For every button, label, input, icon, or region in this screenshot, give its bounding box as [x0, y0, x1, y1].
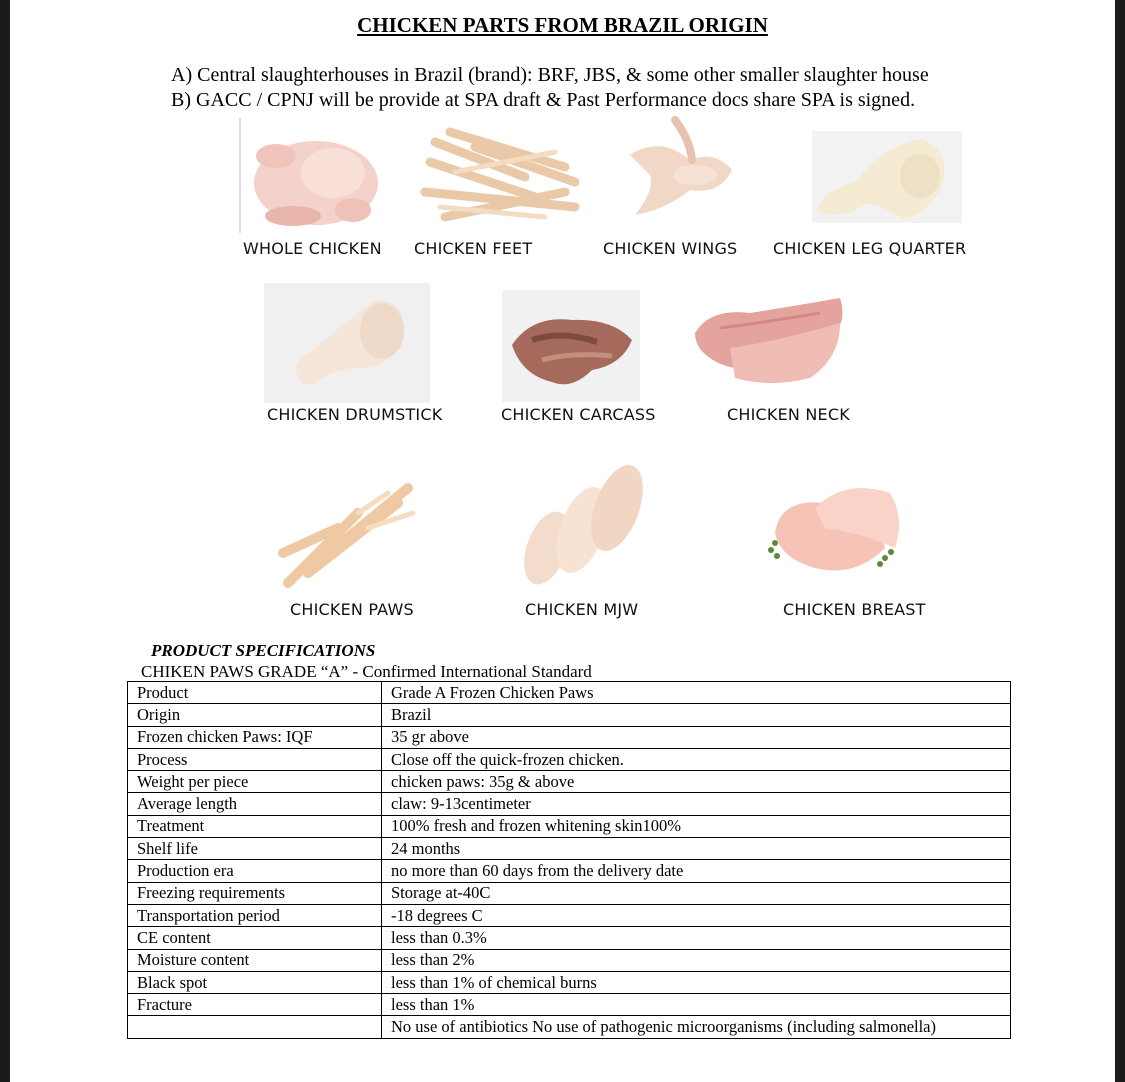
table-row: [128, 793, 1011, 815]
table-row: [128, 682, 1011, 704]
spec-value: Close off the quick-frozen chicken.: [382, 748, 1011, 770]
caption-chicken-carcass: CHICKEN CARCASS: [501, 405, 656, 424]
caption-whole-chicken: WHOLE CHICKEN: [243, 239, 382, 258]
spec-value: claw: 9-13centimeter: [382, 793, 1011, 815]
spec-value: no more than 60 days from the delivery date: [382, 860, 1011, 882]
spec-value: less than 0.3%: [382, 927, 1011, 949]
spec-key: Origin: [128, 704, 382, 726]
intro-line-b: B) GACC / CPNJ will be provide at SPA draft & Past Performance docs share SPA is signed.: [171, 89, 916, 111]
caption-chicken-feet: CHICKEN FEET: [414, 239, 533, 258]
caption-chicken-breast: CHICKEN BREAST: [783, 600, 926, 619]
spec-key: Product: [128, 682, 382, 704]
spec-table: [127, 681, 1011, 1039]
table-row: [128, 971, 1011, 993]
spec-key: Shelf life: [128, 838, 382, 860]
chicken-carcass-image: [502, 290, 640, 402]
table-row: [128, 771, 1011, 793]
spec-key: Moisture content: [128, 949, 382, 971]
spec-key: Process: [128, 748, 382, 770]
spec-key: Transportation period: [128, 904, 382, 926]
spec-key: Production era: [128, 860, 382, 882]
spec-key: Weight per piece: [128, 771, 382, 793]
spec-key: [128, 1016, 382, 1038]
spec-key: Frozen chicken Paws: IQF: [128, 726, 382, 748]
chicken-neck-image: [690, 293, 850, 393]
whole-chicken-image: [238, 118, 383, 233]
chicken-mjw-image: [512, 458, 647, 593]
caption-chicken-mjw: CHICKEN MJW: [525, 600, 639, 619]
spec-value: Storage at-40C: [382, 882, 1011, 904]
intro-line-a: A) Central slaughterhouses in Brazil (brand): BRF, JBS, & some other smaller slaughter house: [171, 64, 929, 86]
table-row: [128, 1016, 1011, 1038]
caption-chicken-wings: CHICKEN WINGS: [603, 239, 738, 258]
spec-key: Black spot: [128, 971, 382, 993]
table-row: [128, 726, 1011, 748]
spec-value: Grade A Frozen Chicken Paws: [382, 682, 1011, 704]
chicken-wings-image: [620, 115, 745, 225]
chicken-paws-image: [268, 473, 418, 598]
table-row: [128, 748, 1011, 770]
table-row: [128, 860, 1011, 882]
caption-chicken-leg-quarter: CHICKEN LEG QUARTER: [773, 239, 967, 258]
table-row: [128, 949, 1011, 971]
chicken-feet-image: [415, 122, 585, 227]
table-row: [128, 927, 1011, 949]
chicken-drumstick-image: [264, 283, 430, 403]
spec-key: Treatment: [128, 815, 382, 837]
spec-subheading: CHIKEN PAWS GRADE “A” - Confirmed International Standard: [141, 662, 592, 681]
table-row: [128, 815, 1011, 837]
spec-value: -18 degrees C: [382, 904, 1011, 926]
chicken-leg-quarter-image: [812, 131, 962, 223]
spec-value: 35 gr above: [382, 726, 1011, 748]
table-row: [128, 994, 1011, 1016]
spec-key: Fracture: [128, 994, 382, 1016]
table-row: [128, 904, 1011, 926]
document-title: CHICKEN PARTS FROM BRAZIL ORIGIN: [357, 13, 768, 37]
spec-value: No use of antibiotics No use of pathogenic microorganisms (including salmonella): [382, 1016, 1011, 1038]
table-row: [128, 838, 1011, 860]
spec-value: chicken paws: 35g & above: [382, 771, 1011, 793]
spec-value: less than 1%: [382, 994, 1011, 1016]
spec-value: Brazil: [382, 704, 1011, 726]
table-row: [128, 882, 1011, 904]
spec-heading: PRODUCT SPECIFICATIONS: [151, 641, 376, 660]
spec-key: CE content: [128, 927, 382, 949]
spec-key: Freezing requirements: [128, 882, 382, 904]
chicken-breast-image: [765, 478, 905, 578]
caption-chicken-paws: CHICKEN PAWS: [290, 600, 414, 619]
spec-value: 100% fresh and frozen whitening skin100%: [382, 815, 1011, 837]
spec-key: Average length: [128, 793, 382, 815]
spec-value: 24 months: [382, 838, 1011, 860]
caption-chicken-neck: CHICKEN NECK: [727, 405, 850, 424]
spec-value: less than 1% of chemical burns: [382, 971, 1011, 993]
table-row: [128, 704, 1011, 726]
caption-chicken-drumstick: CHICKEN DRUMSTICK: [267, 405, 443, 424]
spec-value: less than 2%: [382, 949, 1011, 971]
